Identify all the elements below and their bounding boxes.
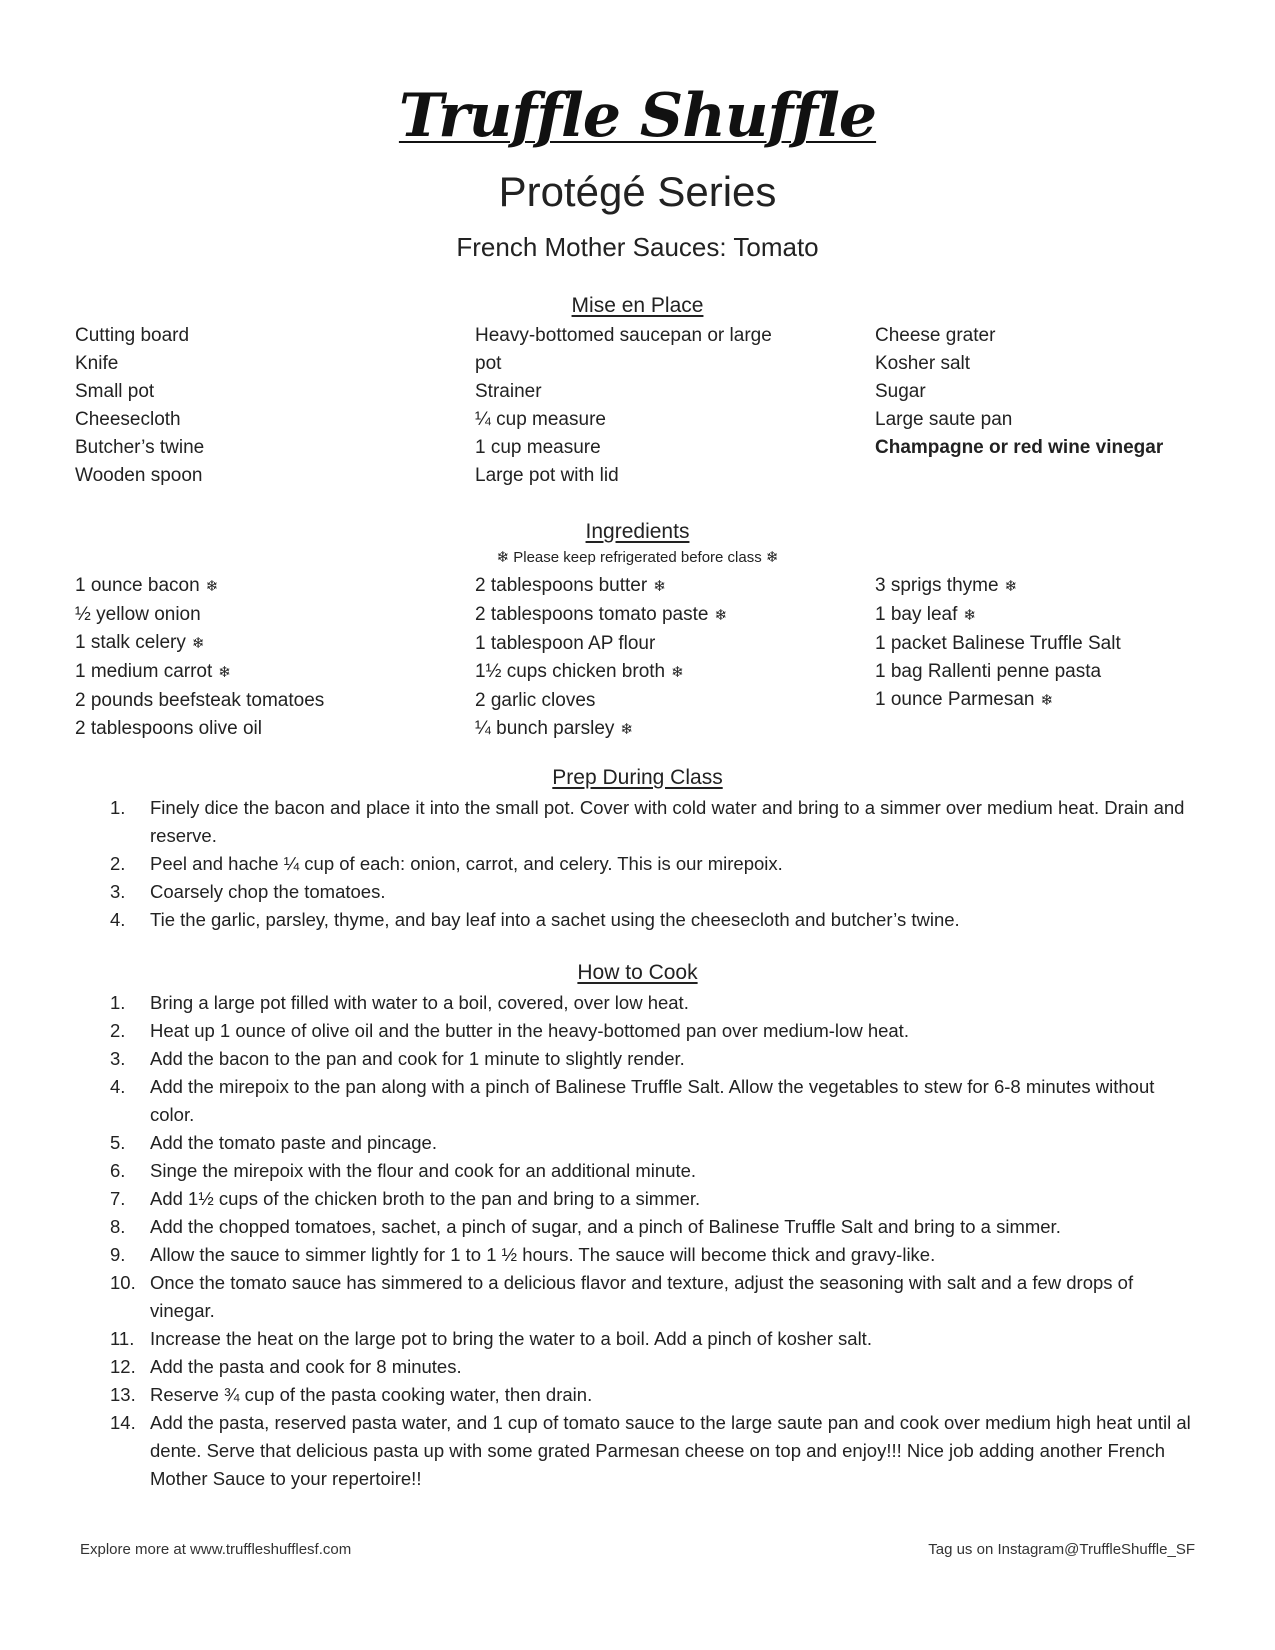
ingredient-item — [75, 601, 435, 629]
mise-item: Heavy-bottomed saucepan or large — [475, 325, 772, 346]
step-item — [110, 1409, 1200, 1493]
step-number: 1. — [110, 992, 126, 1013]
snowflake-icon: ❄ — [218, 664, 231, 681]
snowflake-icon: ❄ — [963, 607, 976, 624]
step-item — [110, 878, 1200, 906]
step-item — [110, 1381, 1200, 1409]
snowflake-icon: ❄ — [653, 578, 666, 595]
step-text: Tie the garlic, parsley, thyme, and bay leaf into a sachet using the cheesecloth and butcher’s twine. — [150, 909, 960, 930]
step-number: 10. — [110, 1272, 136, 1293]
mise-item: Large pot with lid — [475, 465, 619, 486]
step-number: 6. — [110, 1160, 126, 1181]
step-item — [110, 1213, 1200, 1241]
step-item — [110, 1185, 1200, 1213]
snowflake-icon: ❄ — [714, 607, 728, 624]
mise-en-place-column-2 — [475, 322, 835, 490]
step-text: Once the tomato sauce has simmered to a delicious flavor and texture, adjust the seasoning with salt and a few drops of vinegar. — [150, 1272, 1134, 1321]
ingredients-column-1 — [75, 572, 435, 743]
mise-item: Cheesecloth — [75, 409, 181, 430]
step-text: Add the tomato paste and pincage. — [150, 1132, 437, 1153]
ingredient-item — [475, 715, 835, 744]
logo: Truffle Shuffle — [398, 81, 877, 151]
step-text: Coarsely chop the tomatoes. — [150, 881, 386, 902]
step-text: Add the chopped tomatoes, sachet, a pinch of sugar, and a pinch of Balinese Truffle Salt and bring to a simmer. — [150, 1216, 1061, 1237]
mise-en-place-heading: Mise en Place — [571, 294, 704, 317]
step-number: 14. — [110, 1412, 136, 1433]
step-text: Increase the heat on the large pot to bring the water to a boil. Add a pinch of kosher salt. — [150, 1328, 872, 1349]
mise-item: Knife — [75, 353, 119, 374]
ingredient-item — [875, 658, 1215, 686]
ingredient-item — [475, 572, 835, 601]
ingredient-text: ¼ bunch parsley — [475, 718, 615, 739]
ingredient-text: 1 bay leaf — [875, 604, 958, 625]
ingredient-item — [75, 715, 435, 743]
step-number: 8. — [110, 1216, 126, 1237]
step-number: 2. — [110, 1020, 126, 1041]
ingredient-text: 1 ounce bacon — [75, 575, 200, 596]
step-text: Heat up 1 ounce of olive oil and the butter in the heavy-bottomed pan over medium-low heat. — [150, 1020, 909, 1041]
step-number: 1. — [110, 797, 126, 818]
step-item — [110, 850, 1200, 878]
ingredient-item — [875, 572, 1215, 601]
step-text: Add the mirepoix to the pan along with a pinch of Balinese Truffle Salt. Allow the vegetables to stew for 6-8 minutes without color. — [150, 1076, 1155, 1125]
ingredient-text: 2 garlic cloves — [475, 690, 596, 711]
mise-en-place-column-3 — [875, 322, 1215, 462]
step-number: 2. — [110, 853, 126, 874]
prep-steps — [110, 794, 1200, 934]
step-text: Singe the mirepoix with the flour and cook for an additional minute. — [150, 1160, 697, 1181]
step-number: 4. — [110, 1076, 126, 1097]
ingredient-item — [875, 601, 1215, 630]
step-item — [110, 794, 1200, 850]
cook-heading: How to Cook — [577, 961, 698, 984]
ingredient-text: 2 tablespoons tomato paste — [475, 604, 709, 625]
step-text: Bring a large pot filled with water to a boil, covered, over low heat. — [150, 992, 689, 1013]
mise-item: Sugar — [875, 381, 926, 402]
footer-instagram: Tag us on Instagram@TruffleShuffle_SF — [928, 1541, 1195, 1558]
snowflake-icon: ❄ — [620, 721, 633, 738]
ingredient-item — [75, 629, 435, 658]
snowflake-icon: ❄ — [205, 578, 219, 595]
mise-item: Strainer — [475, 381, 542, 402]
step-number: 11. — [110, 1328, 135, 1349]
step-item — [110, 1045, 1200, 1073]
step-number: 9. — [110, 1244, 126, 1265]
step-item — [110, 1241, 1200, 1269]
step-text: Allow the sauce to simmer lightly for 1 to 1 ½ hours. The sauce will become thick and gravy-like. — [150, 1244, 936, 1265]
step-text: Add 1½ cups of the chicken broth to the pan and bring to a simmer. — [150, 1188, 701, 1209]
ingredient-item — [75, 572, 435, 601]
step-number: 4. — [110, 909, 126, 930]
ingredients-heading: Ingredients — [585, 520, 690, 543]
ingredient-text: 2 tablespoons olive oil — [75, 718, 262, 739]
step-text: Finely dice the bacon and place it into the small pot. Cover with cold water and bring to a simmer over medium heat. Drain and reserve. — [150, 797, 1185, 846]
step-number: 13. — [110, 1384, 136, 1405]
step-item — [110, 1017, 1200, 1045]
step-item — [110, 1073, 1200, 1129]
step-item — [110, 989, 1200, 1017]
series-title: Protégé Series — [498, 168, 777, 215]
ingredient-text: ½ yellow onion — [75, 604, 201, 625]
step-item — [110, 906, 1200, 934]
ingredient-item — [475, 601, 835, 630]
cook-steps — [110, 989, 1200, 1493]
mise-item: Kosher salt — [875, 353, 971, 374]
ingredient-text: 1 stalk celery — [75, 632, 186, 653]
step-number: 7. — [110, 1188, 126, 1209]
ingredient-text: 2 tablespoons butter — [475, 575, 648, 596]
refrigeration-note: ❄ Please keep refrigerated before class ❄ — [496, 549, 779, 566]
snowflake-icon: ❄ — [1040, 692, 1054, 709]
ingredient-text: 1½ cups chicken broth — [475, 661, 666, 682]
ingredient-item — [875, 630, 1215, 658]
step-text: Add the pasta and cook for 8 minutes. — [150, 1356, 462, 1377]
step-item — [110, 1157, 1200, 1185]
step-item — [110, 1129, 1200, 1157]
step-text: Add the pasta, reserved pasta water, and 1 cup of tomato sauce to the large saute pan and cook over medium high heat until al dente. Serve that delicious pasta up with some grated Parmesan cheese on top and enjoy!!! Nice job adding another French Mother Sauce to your repertoire!! — [150, 1412, 1191, 1489]
step-item — [110, 1269, 1200, 1325]
mise-item: Cheese grater — [875, 325, 996, 346]
ingredient-item — [475, 630, 835, 658]
snowflake-icon: ❄ — [1004, 578, 1018, 595]
footer-website: Explore more at www.truffleshufflesf.com — [80, 1541, 352, 1558]
ingredient-text: 3 sprigs thyme — [875, 575, 999, 596]
ingredient-text: 1 tablespoon AP flour — [475, 633, 656, 654]
ingredients-column-2 — [475, 572, 835, 744]
mise-item: Large saute pan — [875, 409, 1013, 430]
step-text: Add the bacon to the pan and cook for 1 minute to slightly render. — [150, 1048, 685, 1069]
ingredient-text: 1 bag Rallenti penne pasta — [875, 661, 1102, 682]
step-text: Peel and hache ¼ cup of each: onion, carrot, and celery. This is our mirepoix. — [150, 853, 783, 874]
step-text: Reserve ¾ cup of the pasta cooking water, then drain. — [150, 1384, 593, 1405]
step-number: 12. — [110, 1356, 136, 1377]
step-item — [110, 1353, 1200, 1381]
ingredient-item — [875, 686, 1215, 715]
page-subtitle: French Mother Sauces: Tomato — [456, 232, 819, 262]
mise-item: Wooden spoon — [75, 465, 203, 486]
ingredient-text: 1 packet Balinese Truffle Salt — [875, 633, 1121, 654]
ingredients-column-3 — [875, 572, 1215, 715]
mise-item: 1 cup measure — [475, 437, 601, 458]
prep-heading: Prep During Class — [552, 766, 723, 789]
mise-item: Small pot — [75, 381, 155, 402]
mise-item: pot — [475, 353, 502, 374]
mise-item-highlight: Champagne or red wine vinegar — [875, 437, 1164, 458]
snowflake-icon: ❄ — [671, 664, 684, 681]
mise-en-place-column-1 — [75, 322, 435, 490]
snowflake-icon: ❄ — [191, 635, 205, 652]
ingredient-item — [475, 658, 835, 687]
step-number: 3. — [110, 881, 126, 902]
ingredient-item — [75, 687, 435, 715]
ingredient-text: 1 ounce Parmesan — [875, 689, 1035, 710]
mise-item: ¼ cup measure — [475, 409, 606, 430]
ingredient-text: 2 pounds beefsteak tomatoes — [75, 690, 325, 711]
ingredient-text: 1 medium carrot — [75, 661, 213, 682]
ingredient-item — [75, 658, 435, 687]
step-number: 3. — [110, 1048, 126, 1069]
ingredient-item — [475, 687, 835, 715]
mise-item: Cutting board — [75, 325, 190, 346]
step-number: 5. — [110, 1132, 126, 1153]
mise-item: Butcher’s twine — [75, 437, 205, 458]
step-item — [110, 1325, 1200, 1353]
